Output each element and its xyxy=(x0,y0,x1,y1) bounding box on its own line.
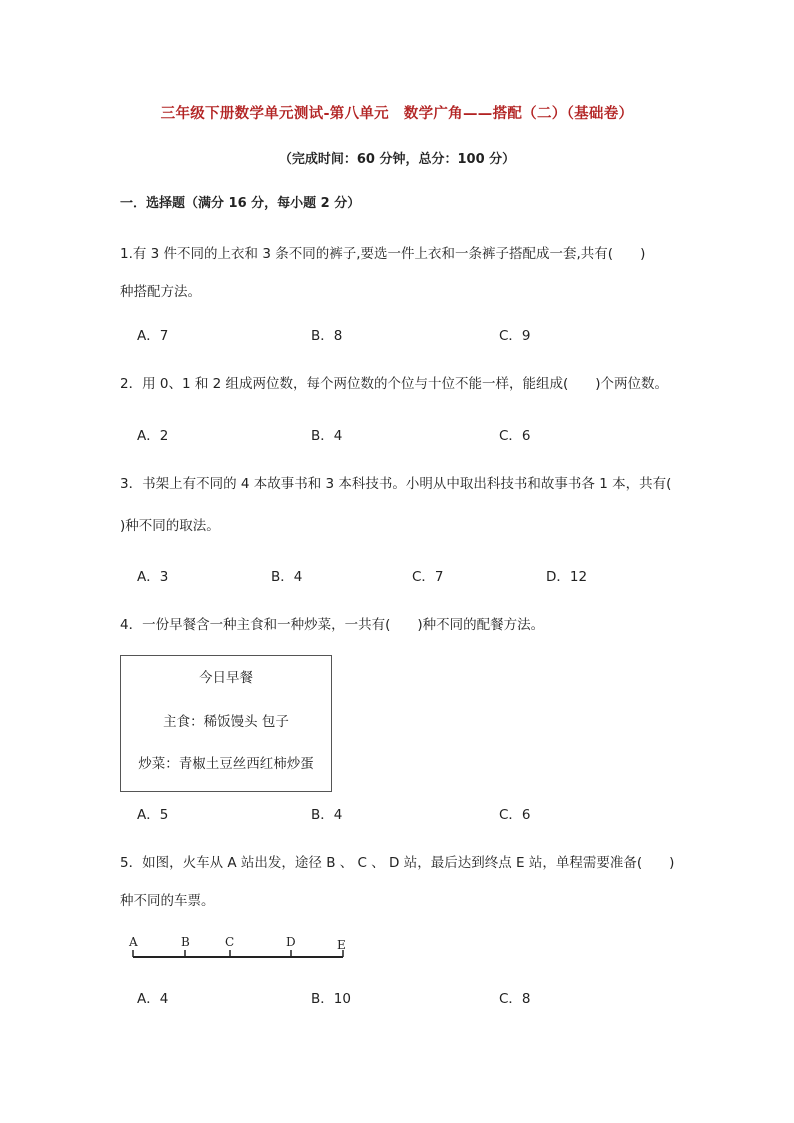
question-5-option-c[interactable]: C．8 xyxy=(499,991,531,1007)
question-1-option-b[interactable]: B．8 xyxy=(311,328,343,344)
station-label-b: B xyxy=(181,935,190,949)
station-label-c: C xyxy=(225,935,235,949)
question-5-option-a[interactable]: A．4 xyxy=(137,991,169,1007)
question-5-option-b[interactable]: B．10 xyxy=(311,991,351,1007)
question-2-option-b[interactable]: B．4 xyxy=(311,428,343,444)
question-2-option-c[interactable]: C．6 xyxy=(499,428,531,444)
station-label-e: E xyxy=(337,938,346,952)
question-4-text: 4．一份早餐含一种主食和一种炒菜，一共有( )种不同的配餐方法。 xyxy=(120,617,545,633)
exam-info: （完成时间：60 分钟，总分：100 分） xyxy=(278,152,516,167)
question-4-option-a[interactable]: A．5 xyxy=(137,807,169,823)
question-3-text-cont: )种不同的取法。 xyxy=(120,518,220,534)
question-1-text: 1.有 3 件不同的上衣和 3 条不同的裤子,要选一件上衣和一条裤子搭配成一套,共有( ) xyxy=(120,246,646,262)
question-1-option-a[interactable]: A．7 xyxy=(137,328,169,344)
question-3-text: 3．书架上有不同的 4 本故事书和 3 本科技书。小明从中取出科技书和故事书各 1 本，共有( xyxy=(120,476,672,492)
question-3-option-d[interactable]: D．12 xyxy=(546,569,588,585)
question-4-option-c[interactable]: C．6 xyxy=(499,807,531,823)
question-4-option-b[interactable]: B．4 xyxy=(311,807,343,823)
section-heading: 一．选择题（满分 16 分，每小题 2 分） xyxy=(120,196,361,211)
question-3-option-a[interactable]: A．3 xyxy=(137,569,169,585)
station-label-d: D xyxy=(286,935,296,949)
menu-dishes: 炒菜：青椒土豆丝西红柿炒蛋 xyxy=(138,756,314,772)
question-1-option-c[interactable]: C．9 xyxy=(499,328,531,344)
question-2-text: 2．用 0、1 和 2 组成两位数，每个两位数的个位与十位不能一样，能组成( )个两位数。 xyxy=(120,376,669,392)
station-label-a: A xyxy=(129,935,138,949)
breakfast-menu-box xyxy=(120,655,332,792)
question-3-option-b[interactable]: B．4 xyxy=(271,569,303,585)
question-5-text: 5．如图，火车从 A 站出发，途径 B 、 C 、 D 站，最后达到终点 E 站，单程需要准备( ) xyxy=(120,855,675,871)
railway-line-diagram xyxy=(120,930,360,970)
page-title: 三年级下册数学单元测试-第八单元 数学广角——搭配（二）（基础卷） xyxy=(160,106,634,122)
question-3-option-c[interactable]: C．7 xyxy=(412,569,444,585)
menu-staple: 主食：稀饭馒头 包子 xyxy=(163,714,289,730)
question-5-text-cont: 种不同的车票。 xyxy=(120,893,215,909)
question-2-option-a[interactable]: A．2 xyxy=(137,428,169,444)
question-1-text-cont: 种搭配方法。 xyxy=(120,284,201,300)
menu-title: 今日早餐 xyxy=(199,670,253,686)
